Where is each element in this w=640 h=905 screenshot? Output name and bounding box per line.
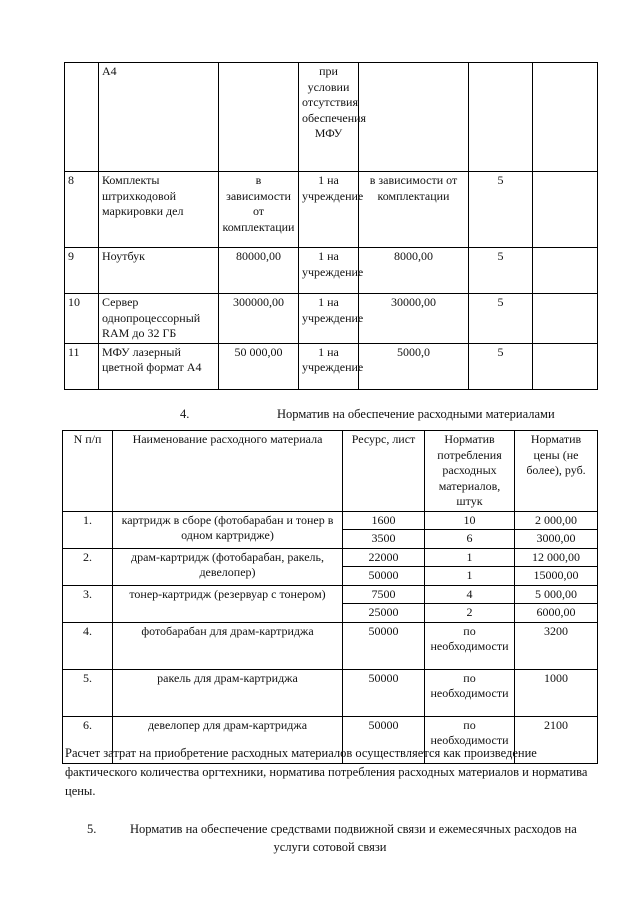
row-number: 10 [65, 294, 99, 344]
item-cost: 5000,0 [359, 343, 469, 389]
row-number: 11 [65, 343, 99, 389]
resource: 50000 [343, 622, 425, 669]
header-norm-quantity: Норматив потребления расходных материалов, штук [425, 431, 515, 512]
norm-price: 3000,00 [515, 530, 598, 549]
resource: 22000 [343, 548, 425, 567]
item-years: 5 [469, 343, 533, 389]
norm-quantity: по необходимости [425, 669, 515, 716]
material-name: драм-картридж (фотобарабан, ракель, девелопер) [113, 548, 343, 585]
row-number: 1. [63, 511, 113, 548]
consumables-norms-table [62, 430, 598, 764]
resource: 50000 [343, 567, 425, 586]
item-price: 80000,00 [219, 248, 299, 294]
row-number [65, 63, 99, 172]
norm-quantity: по необходимости [425, 716, 515, 763]
resource: 1600 [343, 511, 425, 530]
norm-quantity: 1 [425, 567, 515, 586]
item-quantity: 1 на учреждение [299, 248, 359, 294]
resource: 25000 [343, 604, 425, 623]
table-header-row [63, 431, 598, 512]
table-row [65, 63, 598, 172]
row-number: 3. [63, 585, 113, 622]
item-price: в зависимости от комплектации [219, 172, 299, 248]
item-years: 5 [469, 248, 533, 294]
norm-price: 6000,00 [515, 604, 598, 623]
item-years [469, 63, 533, 172]
item-years: 5 [469, 294, 533, 344]
item-name: Сервер однопроцессорный RAM до 32 ГБ [99, 294, 219, 344]
item-name: Комплекты штрихкодовой маркировки дел [99, 172, 219, 248]
item-cost: 8000,00 [359, 248, 469, 294]
material-name: девелопер для драм-картриджа [113, 716, 343, 763]
header-name: Наименование расходного материала [113, 431, 343, 512]
table-row [63, 669, 598, 716]
section-title-line-2: услуги сотовой связи [273, 840, 387, 854]
header-norm-price: Норматив цены (не более), руб. [515, 431, 598, 512]
resource: 7500 [343, 585, 425, 604]
table-row [65, 343, 598, 389]
row-number: 2. [63, 548, 113, 585]
table-row [63, 585, 598, 604]
item-years: 5 [469, 172, 533, 248]
material-name: картридж в сборе (фотобарабан и тонер в одном картридже) [113, 511, 343, 548]
header-resource: Ресурс, лист [343, 431, 425, 512]
norm-quantity: 2 [425, 604, 515, 623]
item-price: 300000,00 [219, 294, 299, 344]
item-price: 50 000,00 [219, 343, 299, 389]
item-cost: в зависимости от комплектации [359, 172, 469, 248]
item-quantity: при условии отсутствия обеспечения МФУ [299, 63, 359, 172]
resource: 3500 [343, 530, 425, 549]
section-number: 5. [87, 822, 97, 836]
table-row [65, 248, 598, 294]
norm-price: 12 000,00 [515, 548, 598, 567]
norm-quantity: по необходимости [425, 622, 515, 669]
norm-quantity: 4 [425, 585, 515, 604]
section-number: 4. [180, 407, 190, 421]
resource: 50000 [343, 669, 425, 716]
empty-cell [533, 172, 598, 248]
table-row [63, 511, 598, 530]
norm-quantity: 10 [425, 511, 515, 530]
item-quantity: 1 на учреждение [299, 172, 359, 248]
norm-price: 3200 [515, 622, 598, 669]
row-number: 9 [65, 248, 99, 294]
table-row [65, 172, 598, 248]
empty-cell [533, 63, 598, 172]
row-number: 6. [63, 716, 113, 763]
body-paragraph: Расчет затрат на приобретение расходных материалов осуществляется как произведение фактического количества оргтехники, норматива потребления расходных материалов и норматива цены. [65, 746, 588, 798]
section-title: Норматив на обеспечение расходными материалами [277, 407, 555, 421]
item-price [219, 63, 299, 172]
equipment-norms-table [64, 62, 598, 390]
norm-price: 2 000,00 [515, 511, 598, 530]
resource: 50000 [343, 716, 425, 763]
norm-quantity: 6 [425, 530, 515, 549]
norm-price: 5 000,00 [515, 585, 598, 604]
row-number: 5. [63, 669, 113, 716]
norm-quantity: 1 [425, 548, 515, 567]
item-cost: 30000,00 [359, 294, 469, 344]
item-quantity: 1 на учреждение [299, 294, 359, 344]
norm-price: 1000 [515, 669, 598, 716]
norm-price: 15000,00 [515, 567, 598, 586]
header-number: N п/п [63, 431, 113, 512]
material-name: ракель для драм-картриджа [113, 669, 343, 716]
material-name: фотобарабан для драм-картриджа [113, 622, 343, 669]
item-quantity: 1 на учреждение [299, 343, 359, 389]
material-name: тонер-картридж (резервуар с тонером) [113, 585, 343, 622]
empty-cell [533, 343, 598, 389]
empty-cell [533, 248, 598, 294]
row-number: 4. [63, 622, 113, 669]
row-number: 8 [65, 172, 99, 248]
item-name: А4 [99, 63, 219, 172]
section-title-line-1: Норматив на обеспечение средствами подвижной связи и ежемесячных расходов на [130, 822, 577, 836]
item-cost [359, 63, 469, 172]
item-name: Ноутбук [99, 248, 219, 294]
table-row [65, 294, 598, 344]
item-name: МФУ лазерный цветной формат А4 [99, 343, 219, 389]
norm-price: 2100 [515, 716, 598, 763]
empty-cell [533, 294, 598, 344]
table-row [63, 622, 598, 669]
table-row [63, 548, 598, 567]
